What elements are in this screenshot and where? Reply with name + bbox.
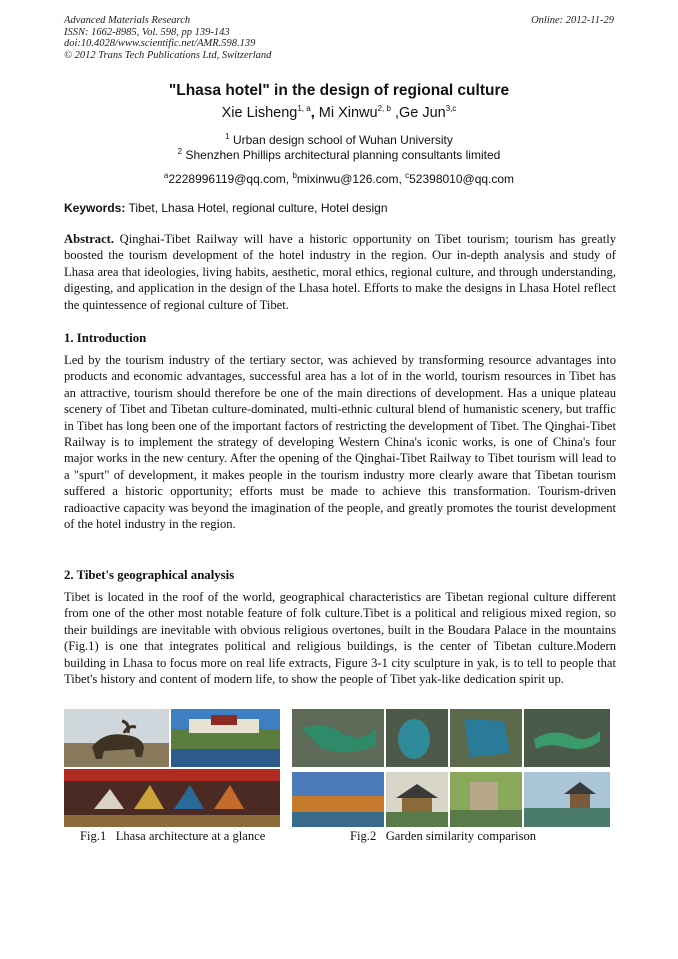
journal-header: [64, 15, 271, 61]
section-heading-introduction: 1. Introduction: [64, 331, 147, 345]
affiliation: [0, 132, 678, 147]
garden-photo-3: [450, 772, 522, 827]
aerial-site-photo-1: [292, 709, 384, 767]
copyright: © 2012 Trans Tech Publications Ltd, Switzerland: [64, 49, 272, 61]
email: 2228996119@qq.com: [168, 172, 286, 186]
keywords-text: Tibet, Lhasa Hotel, regional culture, Hotel design: [128, 201, 388, 215]
affiliation-text: Urban design school of Wuhan University: [232, 133, 453, 147]
affiliation: [0, 147, 678, 162]
garden-photo-4: [524, 772, 610, 827]
keywords: [64, 201, 616, 215]
author-name: Mi Xinwu: [318, 104, 378, 121]
journal-name: Advanced Materials Research: [64, 15, 191, 26]
author-name: Xie Lisheng: [221, 104, 298, 121]
aerial-site-photo-2: [386, 709, 448, 767]
affiliation-text: Shenzhen Phillips architectural planning consultants limited: [185, 148, 501, 162]
author-name: Ge Jun: [399, 104, 446, 121]
email-sup: a: [163, 171, 169, 180]
affiliation-num: 2: [177, 147, 183, 156]
email-sup: b: [292, 171, 297, 180]
email: 52398010@qq.com: [409, 172, 515, 186]
figure-2-caption: Fig.2 Garden similarity comparison: [350, 829, 537, 843]
figure-1-caption: Fig.1 Lhasa architecture at a glance: [80, 829, 266, 843]
author-sup: 3,c: [445, 104, 457, 113]
email-list: $^a$2228996119@qq.com, $^b$mixinwu@126.com, $^c$52398010@qq.com: [163, 171, 515, 186]
issn: ISSN: 1662-8985, Vol. 598, pp 139-143: [64, 26, 230, 38]
garden-photo-2: [386, 772, 448, 827]
yak-sculpture-photo: [64, 709, 169, 767]
paper-title: "Lhasa hotel" in the design of regional culture: [168, 82, 510, 99]
author-list: Xie Lisheng$^{1, a}$, Mi Xinwu$^{2, b}$ ,Ge Jun$^{3,c}$: [221, 104, 457, 121]
abstract: [64, 231, 616, 313]
abstract-text: Qinghai-Tibet Railway will have a historic opportunity on Tibet tourism; tourism has greatly boosted the tourism development of the hotel industry in the region. Our in-depth analysis and study of Lhasa area that ideologies, living habits, aesthetic, moral ethics, regional culture, and through understanding, digesting, and application in the design of the Lhasa hotel. Efforts to make the designs in Lhasa Hotel reflect the quintessence of regional culture of Tibet.: [64, 232, 616, 312]
tibetan-murals-photo: [64, 769, 280, 827]
aerial-site-photo-3: [450, 709, 522, 767]
section-text-introduction: Led by the tourism industry of the tertiary sector, was achieved by transforming resource advantages into products and economic advantages, successful area has a lot of in the world, tourism resources in Tibet has an attractive, tourism should therefore be one of the main directions of development. Has a unique plateau scenery of Tibet and Tibetan culture-dominated, multi-ethnic cultural blend of humanistic scenery, but traffic in Tibet has long been one of the important factors of restricting the development of Tibet. The Qinghai-Tibet Railway is to implement the strategy of developing Western China's iconic works, is one of China's four major works in the new century. After the opening of the Qinghai-Tibet Railway to Tibet tourism will lead to a "spurt" of development, it makes people in the tourism industry more clearly aware that Tibetan tourism suffered a historic opportunity; efforts must be made to achieve this transformation. Tourism-driven radioactive capacity was beyond the imagination of the people, and greatly promotes the tourist development of the hotel industry in the region.: [64, 353, 616, 532]
author-sup: 2, b: [377, 104, 391, 113]
affiliation-num: 1: [225, 132, 230, 141]
author-sup: 1, a: [297, 104, 311, 113]
section-text-geography: Tibet is located in the roof of the world, geographical characteristics are Tibetan regional culture different from one of the other most notable feature of folk culture.Tibet is a political and religious mixed region, so their buildings are inevitable with obvious religious overtones, built in the Boudara Palace in the mountains (Fig.1) is one that integrates political and religious buildings, is the center of Tibetan culture.Modern building in Lhasa to focus more on real life extracts, Figure 3-1 city sculpture in yak, is to tell to people that Tibet's history and content of modern life, to show the people of Tibet yak-like dedication spirit up.: [64, 590, 616, 687]
section-heading-geography: 2. Tibet's geographical analysis: [64, 568, 235, 582]
abstract-label: Abstract.: [64, 232, 115, 246]
potala-palace-photo: [171, 709, 280, 767]
doi: doi:10.4028/www.scientific.net/AMR.598.139: [64, 38, 256, 49]
keywords-label: Keywords:: [64, 201, 126, 215]
email-sup: c: [405, 171, 410, 180]
email: mixinwu@126.com: [296, 172, 399, 186]
online-date: Online: 2012-11-29: [531, 15, 614, 26]
garden-photo-1: [292, 772, 384, 827]
aerial-site-photo-4: [524, 709, 610, 767]
